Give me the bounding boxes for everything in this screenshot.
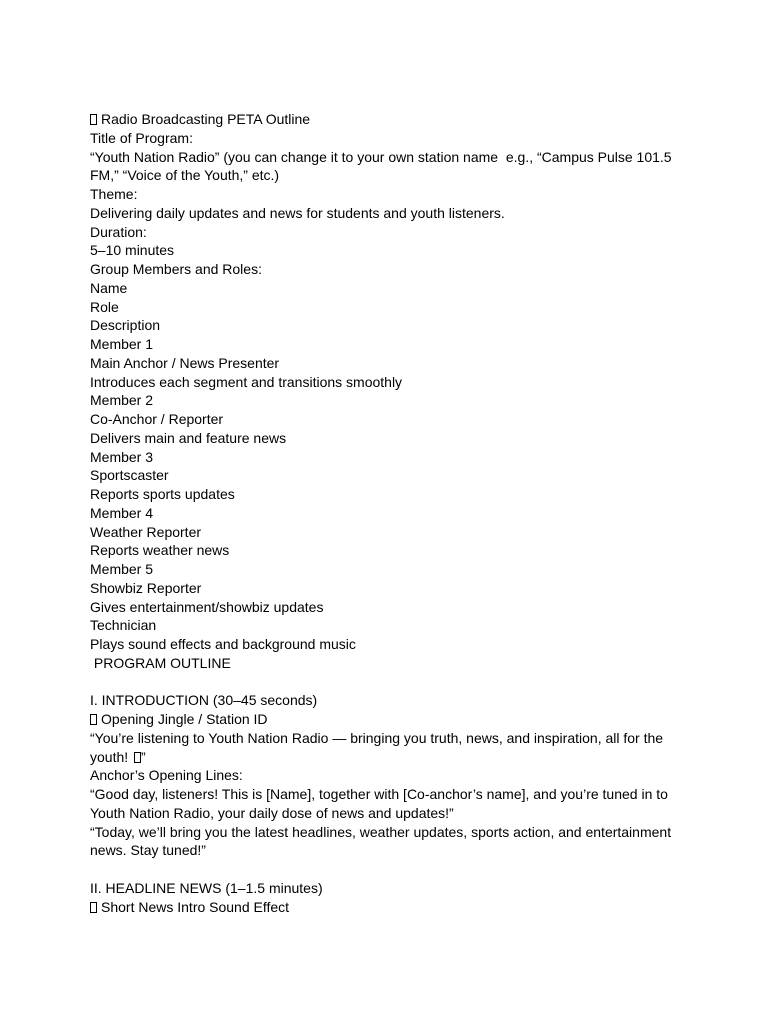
missing-glyph-icon bbox=[90, 114, 97, 125]
member-role: Plays sound effects and background music bbox=[90, 636, 356, 652]
member-name: Member 2 bbox=[90, 392, 154, 409]
missing-glyph-icon bbox=[90, 902, 97, 913]
duration-label: Duration: bbox=[90, 223, 147, 240]
missing-glyph-icon bbox=[90, 714, 97, 725]
theme-label: Theme: bbox=[90, 186, 138, 202]
member-name: Member 4 bbox=[90, 504, 154, 521]
table-header-description: Description bbox=[90, 317, 161, 334]
theme-value: Delivering daily updates and news for students and youth listeners. bbox=[90, 204, 505, 221]
heading-text: Radio Broadcasting PETA Outline bbox=[101, 111, 311, 127]
anchor-quote2-line2: news. Stay tuned!” bbox=[90, 842, 206, 859]
member-role: Main Anchor / News Presenter bbox=[90, 354, 280, 371]
section2-item-text: Short News Intro Sound Effect bbox=[101, 898, 290, 915]
missing-glyph-icon bbox=[134, 752, 141, 763]
member-name: Technician bbox=[90, 617, 157, 634]
member-name: Member 1 bbox=[90, 336, 154, 352]
member-name: Member 5 bbox=[90, 561, 154, 577]
duration-value: 5–10 minutes bbox=[90, 242, 175, 259]
title-value-line2: FM,” “Voice of the Youth,” etc.) bbox=[90, 167, 280, 184]
program-outline-heading: PROGRAM OUTLINE bbox=[90, 654, 231, 671]
section1-quote-line2 bbox=[90, 748, 690, 767]
anchor-quote2-line1: “Today, we’ll bring you the latest headlines, weather updates, sports action, and entertainment bbox=[90, 823, 672, 840]
title-value-line1: “Youth Nation Radio” (you can change it to your own station name e.g., “Campus Pulse 101.5 bbox=[90, 148, 672, 165]
section1-item bbox=[90, 710, 690, 729]
section2-title: II. HEADLINE NEWS (1–1.5 minutes) bbox=[90, 879, 323, 896]
section1-item-text: Opening Jingle / Station ID bbox=[101, 711, 268, 727]
table-header-role: Role bbox=[90, 298, 119, 315]
member-description: Gives entertainment/showbiz updates bbox=[90, 598, 324, 615]
document-heading bbox=[90, 110, 690, 129]
member-role: Weather Reporter bbox=[90, 523, 202, 540]
anchor-quote1-line2: Youth Nation Radio, your daily dose of news and updates!” bbox=[90, 804, 454, 821]
table-header-name: Name bbox=[90, 279, 128, 296]
member-description: Reports weather news bbox=[90, 542, 230, 559]
anchor-label: Anchor’s Opening Lines: bbox=[90, 767, 243, 784]
blank-line bbox=[90, 860, 690, 879]
member-role: Co-Anchor / Reporter bbox=[90, 411, 224, 427]
section1-quote-line1: “You’re listening to Youth Nation Radio — bringing you truth, news, and inspiration, all for the bbox=[90, 729, 664, 746]
blank-line bbox=[90, 673, 690, 692]
member-description: Delivers main and feature news bbox=[90, 429, 287, 446]
members-label: Group Members and Roles: bbox=[90, 261, 262, 277]
quote-text-a: youth! bbox=[90, 748, 133, 765]
section2-item bbox=[90, 898, 690, 917]
quote-text-b: ” bbox=[141, 748, 146, 765]
member-description: Introduces each segment and transitions smoothly bbox=[90, 373, 403, 390]
document-body bbox=[90, 110, 690, 916]
member-description: Reports sports updates bbox=[90, 486, 235, 502]
member-role: Sportscaster bbox=[90, 467, 169, 484]
member-role: Showbiz Reporter bbox=[90, 579, 202, 596]
anchor-quote1-line1: “Good day, listeners! This is [Name], together with [Co-anchor’s name], and you’re tuned in to bbox=[90, 786, 668, 802]
member-name: Member 3 bbox=[90, 448, 154, 465]
title-label: Title of Program: bbox=[90, 129, 193, 146]
section1-title: I. INTRODUCTION (30–45 seconds) bbox=[90, 692, 318, 709]
